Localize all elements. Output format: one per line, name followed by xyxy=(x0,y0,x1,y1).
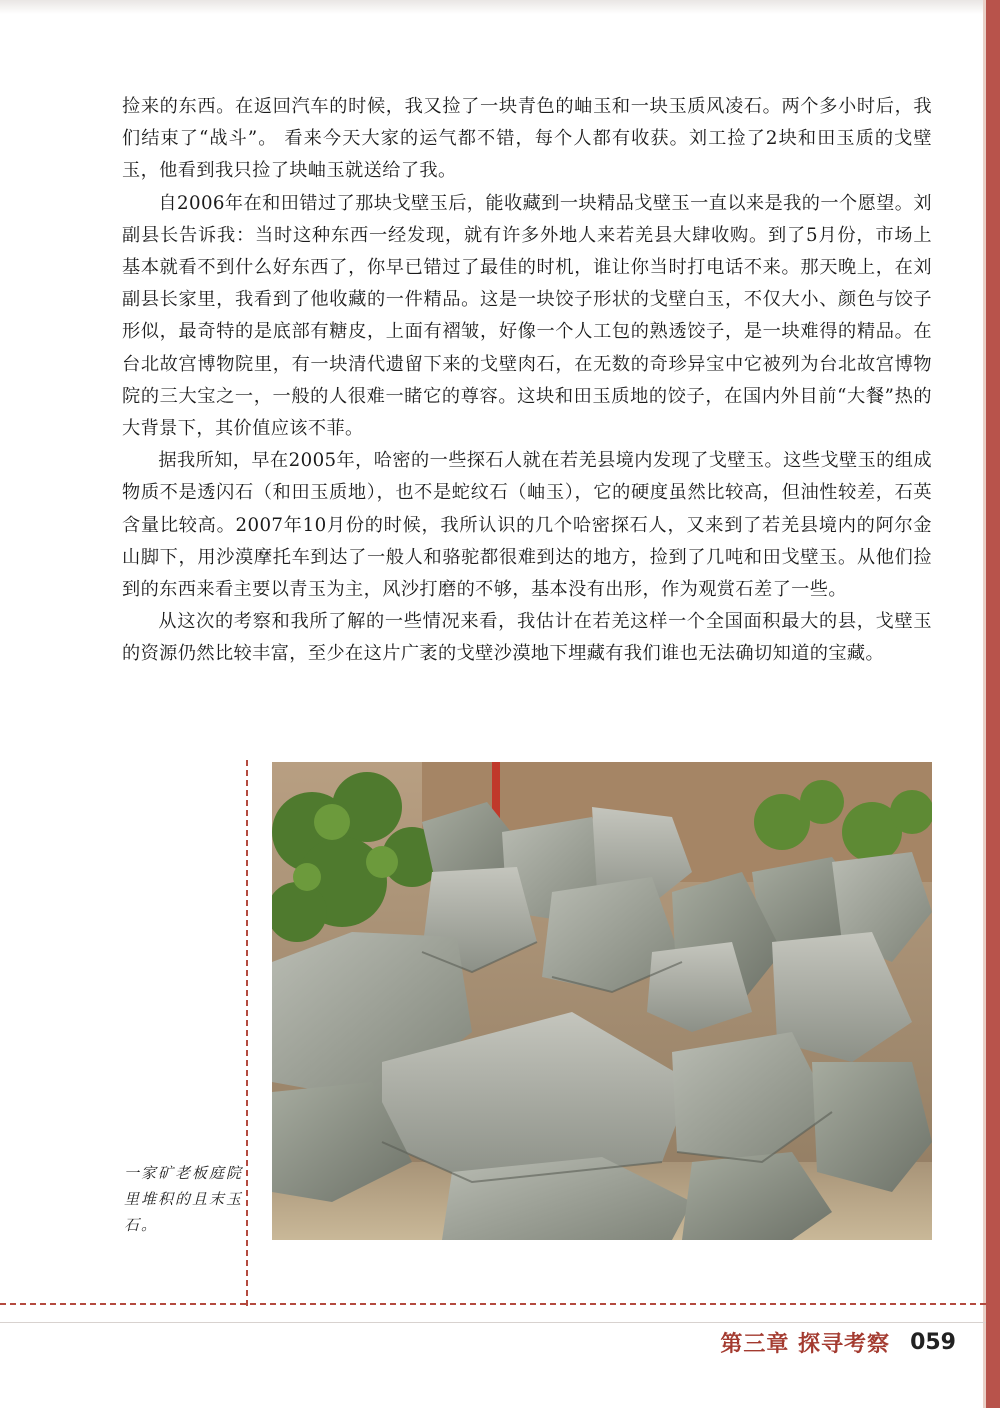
article-body xyxy=(122,91,932,671)
chapter-title: 第三章 探寻考察 xyxy=(720,1330,891,1357)
jade-stones-photo xyxy=(272,762,932,1240)
side-bar xyxy=(986,0,1000,1408)
photo-caption: 一家矿老板庭院里堆积的且末玉石。 xyxy=(124,1164,244,1234)
photo-frame-bottom-dashed xyxy=(0,1303,986,1305)
paragraph-3: 据我所知，早在2005年，哈密的一些探石人就在若羌县境内发现了戈壁玉。这些戈壁玉的组成物质不是透闪石（和田玉质地），也不是蛇纹石（岫玉），它的硬度虽然比较高，但油性较差，石英含量比较高。2007年10月份的时候，我所认识的几个哈密探石人，又来到了若羌县境内的阿尔金山脚下，用沙漠摩托车到达了一般人和骆驼都很难到达的地方，捡到了几吨和田戈壁玉。从他们捡到的东西来看主要以青玉为主，风沙打磨的不够，基本没有出形，作为观赏石差了一些。 xyxy=(122,450,932,601)
page-footer xyxy=(720,1322,956,1362)
page-number: 059 xyxy=(910,1329,956,1355)
paragraph-1: 捡来的东西。在返回汽车的时候，我又捡了一块青色的岫玉和一块玉质风凌石。两个多小时后，我们结束了“战斗”。 看来今天大家的运气都不错，每个人都有收获。刘工捡了2块和田玉质的戈壁玉，他看到我只捡了块岫玉就送给了我。 xyxy=(122,96,932,182)
page-top-edge xyxy=(0,0,986,14)
paragraph-4: 从这次的考察和我所了解的一些情况来看，我估计在若羌这样一个全国面积最大的县，戈壁玉的资源仍然比较丰富，至少在这片广袤的戈壁沙漠地下埋藏有我们谁也无法确切知道的宝藏。 xyxy=(122,611,932,665)
paragraph-2: 自2006年在和田错过了那块戈壁玉后，能收藏到一块精品戈壁玉一直以来是我的一个愿望。刘副县长告诉我：当时这种东西一经发现，就有许多外地人来若羌县大肆收购。到了5月份，市场上基本就看不到什么好东西了，你早已错过了最佳的时机，谁让你当时打电话不来。那天晚上，在刘副县长家里，我看到了他收藏的一件精品。这是一块饺子形状的戈壁白玉，不仅大小、颜色与饺子形似，最奇特的是底部有糖皮，上面有褶皱，好像一个人工包的熟透饺子，是一块难得的精品。在台北故宫博物院里，有一块清代遗留下来的戈壁肉石，在无数的奇珍异宝中它被列为台北故宫博物院的三大宝之一，一般的人很难一睹它的尊容。这块和田玉质地的饺子，在国内外目前“大餐”热的大背景下，其价值应该不菲。 xyxy=(122,192,932,440)
